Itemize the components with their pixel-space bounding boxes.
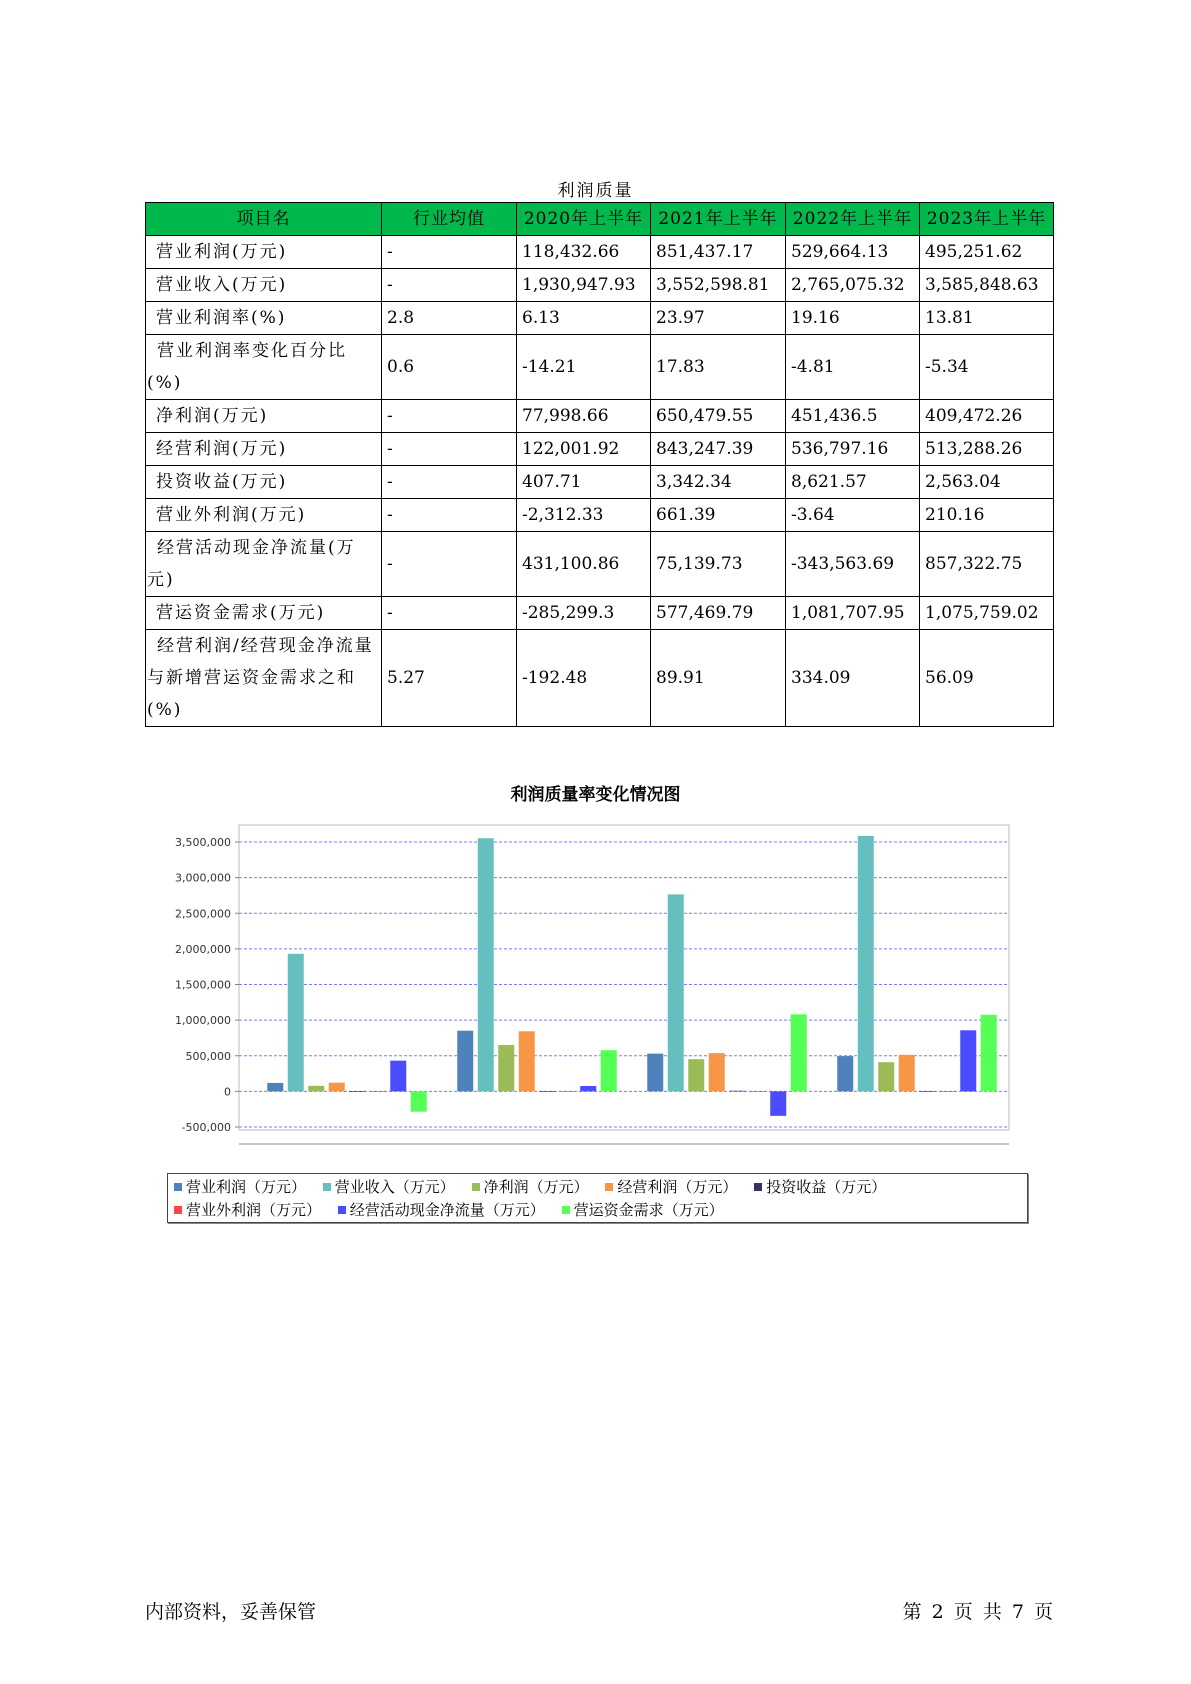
legend-label: 投资收益（万元） [766, 1178, 887, 1196]
cell-value: 1,075,759.02 [920, 597, 1054, 630]
bar [560, 1091, 576, 1092]
legend-swatch [323, 1183, 331, 1191]
row-label: 经营利润(万元) [146, 433, 382, 466]
cell-value: 650,479.55 [651, 400, 786, 433]
bar [770, 1091, 786, 1115]
legend-row [174, 1176, 1021, 1199]
row-label: 投资收益(万元) [146, 466, 382, 499]
legend-swatch [174, 1206, 182, 1214]
legend-label: 经营利润（万元） [617, 1178, 738, 1196]
bar [750, 1091, 766, 1092]
cell-avg: - [382, 597, 517, 630]
y-tick-label: 0 [224, 1085, 231, 1099]
row-label: 营运资金需求(万元) [146, 597, 382, 630]
x-axis [239, 1144, 1009, 1160]
cell-value: 536,797.16 [786, 433, 920, 466]
legend-swatch [472, 1183, 480, 1191]
cell-value: 851,437.17 [651, 236, 786, 269]
footer-confidential-note: 内部资料，妥善保管 [145, 1601, 317, 1623]
bar [688, 1059, 704, 1091]
y-tick-label: -500,000 [181, 1121, 231, 1134]
row-label: 经营活动现金净流量(万元) [146, 532, 382, 597]
cell-value: 661.39 [651, 499, 786, 532]
cell-avg: 2.8 [382, 302, 517, 335]
legend-item [174, 1199, 321, 1222]
row-label: 营业外利润(万元) [146, 499, 382, 532]
cell-value: 23.97 [651, 302, 786, 335]
cell-avg: - [382, 433, 517, 466]
row-label: 营业利润(万元) [146, 236, 382, 269]
bar [899, 1055, 915, 1092]
cell-avg: - [382, 400, 517, 433]
y-tick-label: 3,000,000 [175, 871, 231, 885]
bar [668, 894, 684, 1091]
cell-value: -285,299.3 [517, 597, 651, 630]
y-tick-label: 1,000,000 [175, 1014, 231, 1028]
cell-avg: - [382, 236, 517, 269]
cell-value: 77,998.66 [517, 400, 651, 433]
cell-avg: - [382, 269, 517, 302]
legend-swatch [605, 1183, 613, 1191]
legend-label: 营业外利润（万元） [186, 1201, 322, 1219]
footer-page-number: 第 2 页 共 7 页 [902, 1601, 1053, 1623]
table-title: 利润质量 [557, 181, 634, 201]
legend-item [338, 1199, 545, 1222]
legend-item [754, 1176, 886, 1199]
cell-value: 56.09 [920, 630, 1054, 727]
bar [539, 1091, 555, 1092]
cell-value: 3,585,848.63 [920, 269, 1054, 302]
cell-value: 513,288.26 [920, 433, 1054, 466]
cell-value: -4.81 [786, 335, 920, 400]
chart-title: 利润质量率变化情况图 [510, 785, 681, 805]
legend-item [174, 1176, 306, 1199]
bar [878, 1062, 894, 1091]
legend-row [174, 1199, 1021, 1222]
bar [919, 1091, 935, 1092]
chart-legend [167, 1173, 1028, 1223]
header-industry-avg: 行业均值 [382, 203, 517, 236]
header-2021h1: 2021年上半年 [651, 203, 786, 236]
bar [601, 1050, 617, 1091]
y-tick-label: 2,000,000 [175, 942, 231, 956]
cell-avg: - [382, 466, 517, 499]
bar [370, 1091, 386, 1092]
header-2022h1: 2022年上半年 [786, 203, 920, 236]
legend-swatch [338, 1206, 346, 1214]
bar [981, 1015, 997, 1092]
bar [498, 1045, 514, 1091]
cell-value: -3.64 [786, 499, 920, 532]
legend-item [562, 1199, 724, 1222]
cell-value: 529,664.13 [786, 236, 920, 269]
bar [411, 1091, 427, 1111]
cell-value: 1,081,707.95 [786, 597, 920, 630]
cell-avg: - [382, 499, 517, 532]
y-axis [175, 836, 239, 1134]
y-tick-label: 500,000 [185, 1049, 231, 1063]
cell-value: -192.48 [517, 630, 651, 727]
legend-item [605, 1176, 737, 1199]
cell-value: 407.71 [517, 466, 651, 499]
cell-value: 118,432.66 [517, 236, 651, 269]
cell-value: 17.83 [651, 335, 786, 400]
header-2023h1: 2023年上半年 [920, 203, 1054, 236]
header-2020h1: 2020年上半年 [517, 203, 651, 236]
legend-label: 营运资金需求（万元） [573, 1201, 724, 1219]
row-label: 营业收入(万元) [146, 269, 382, 302]
header-item-name: 项目名 [146, 203, 382, 236]
bar [960, 1030, 976, 1091]
cell-avg: 0.6 [382, 335, 517, 400]
bar [791, 1014, 807, 1091]
legend-swatch [562, 1206, 570, 1214]
cell-value: 431,100.86 [517, 532, 651, 597]
cell-value: 3,552,598.81 [651, 269, 786, 302]
cell-value: 3,342.34 [651, 466, 786, 499]
cell-value: 843,247.39 [651, 433, 786, 466]
cell-value: 8,621.57 [786, 466, 920, 499]
row-label: 净利润(万元) [146, 400, 382, 433]
cell-value: -2,312.33 [517, 499, 651, 532]
cell-value: 409,472.26 [920, 400, 1054, 433]
cell-value: 1,930,947.93 [517, 269, 651, 302]
bar [837, 1056, 853, 1091]
cell-value: 19.16 [786, 302, 920, 335]
bar [457, 1031, 473, 1092]
legend-swatch [174, 1183, 182, 1191]
cell-value: 2,563.04 [920, 466, 1054, 499]
bar [267, 1083, 283, 1091]
cell-value: 89.91 [651, 630, 786, 727]
bar [390, 1061, 406, 1092]
cell-avg: - [382, 532, 517, 597]
cell-avg: 5.27 [382, 630, 517, 727]
cell-value: -14.21 [517, 335, 651, 400]
bar [729, 1091, 745, 1092]
legend-swatch [754, 1183, 762, 1191]
cell-value: -343,563.69 [786, 532, 920, 597]
legend-label: 净利润（万元） [483, 1178, 589, 1196]
bar [349, 1091, 365, 1092]
cell-value: 13.81 [920, 302, 1054, 335]
cell-value: 122,001.92 [517, 433, 651, 466]
y-tick-label: 3,500,000 [175, 836, 231, 849]
y-tick-label: 1,500,000 [175, 978, 231, 992]
cell-value: 577,469.79 [651, 597, 786, 630]
row-label: 营业利润率(%) [146, 302, 382, 335]
y-tick-label: 2,500,000 [175, 907, 231, 921]
cell-value: 857,322.75 [920, 532, 1054, 597]
cell-value: 6.13 [517, 302, 651, 335]
cell-value: 495,251.62 [920, 236, 1054, 269]
legend-label: 营业利润（万元） [186, 1178, 307, 1196]
bar [478, 838, 494, 1091]
bar [709, 1053, 725, 1091]
bar [647, 1054, 663, 1092]
bar [288, 954, 304, 1092]
cell-value: -5.34 [920, 335, 1054, 400]
cell-value: 75,139.73 [651, 532, 786, 597]
legend-label: 营业收入（万元） [334, 1178, 455, 1196]
bar [940, 1091, 956, 1092]
cell-value: 210.16 [920, 499, 1054, 532]
legend-item [323, 1176, 455, 1199]
row-label: 经营利润/经营现金净流量与新增营运资金需求之和(%) [146, 630, 382, 727]
bar [858, 836, 874, 1091]
legend-item [472, 1176, 589, 1199]
cell-value: 334.09 [786, 630, 920, 727]
cell-value: 2,765,075.32 [786, 269, 920, 302]
bar [329, 1083, 345, 1092]
bar [308, 1086, 324, 1092]
row-label: 营业利润率变化百分比(%) [146, 335, 382, 400]
bar [580, 1086, 596, 1091]
cell-value: 451,436.5 [786, 400, 920, 433]
legend-label: 经营活动现金净流量（万元） [349, 1201, 545, 1219]
bar [519, 1031, 535, 1091]
